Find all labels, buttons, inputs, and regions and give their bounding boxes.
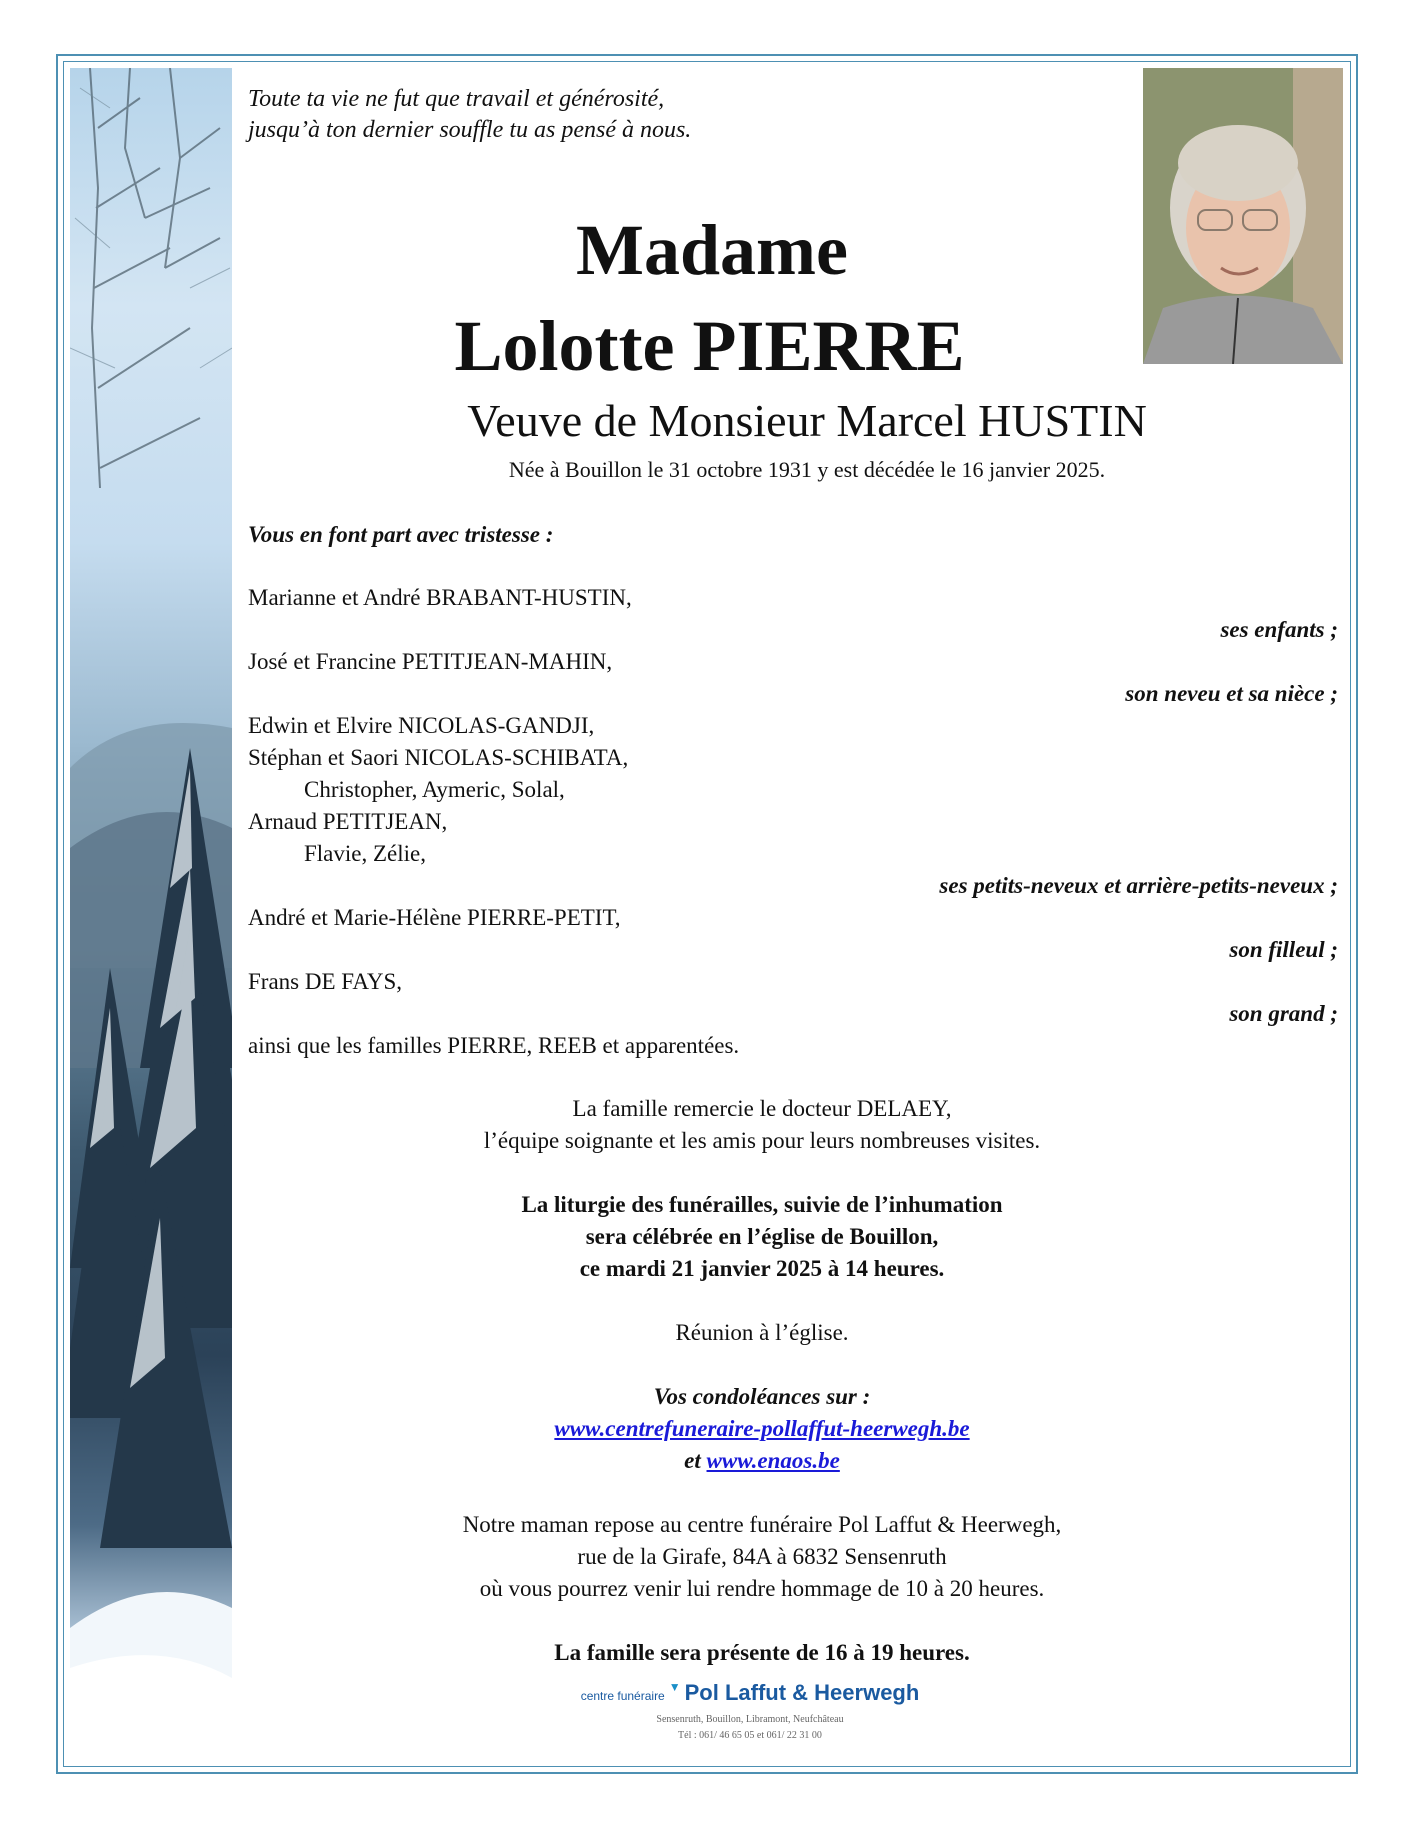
funeral-home-logo	[560, 1680, 940, 1744]
widow-of	[232, 393, 1382, 449]
rest-line: Notre maman repose au centre funéraire Pol Laffut & Heerwegh,	[462, 1512, 1062, 1537]
logo-small-text: centre funéraire	[580, 1689, 665, 1703]
family-line: Flavie, Zélie,	[304, 841, 426, 866]
announcement-intro: Vous en font part avec tristesse :	[248, 522, 554, 547]
family-line: Christopher, Aymeric, Solal,	[304, 777, 565, 802]
logo-title	[560, 1680, 940, 1706]
epitaph-line: Toute ta vie ne fut que travail et générosité,	[248, 86, 665, 112]
family-line: Frans DE FAYS,	[248, 969, 403, 994]
family-line: José et Francine PETITJEAN-MAHIN,	[248, 649, 613, 674]
condolences-label: Vos condoléances sur :	[653, 1384, 871, 1409]
deceased-title: Madame	[576, 210, 848, 290]
relation-label: son grand ;	[1229, 1001, 1338, 1026]
forest-illustration	[70, 68, 232, 1762]
condolences-and: et	[684, 1448, 701, 1473]
family-line: Marianne et André BRABANT-HUSTIN,	[248, 585, 632, 610]
deceased-name: Lolotte PIERRE	[454, 306, 965, 386]
widow-of-text: Veuve de Monsieur Marcel HUSTIN	[467, 395, 1147, 446]
logo-triangle-icon: ▼	[668, 1680, 681, 1694]
condolences-link-2[interactable]: www.enaos.be	[706, 1448, 840, 1473]
rest-info	[232, 1509, 1292, 1605]
relation-label: son filleul ;	[1229, 937, 1338, 962]
logo-big-text: Pol Laffut & Heerwegh	[684, 1680, 920, 1705]
winter-forest-image	[70, 68, 232, 1762]
dates-text: Née à Bouillon le 31 octobre 1931 y est décédée le 16 janvier 2025.	[508, 457, 1106, 482]
condolences	[232, 1381, 1292, 1477]
thanks	[232, 1093, 1292, 1157]
rest-line: où vous pourrez venir lui rendre hommage de 10 à 20 heures.	[479, 1576, 1045, 1601]
birth-death-dates	[232, 455, 1382, 485]
rest-line: rue de la Girafe, 84A à 6832 Sensenruth	[577, 1544, 947, 1569]
family-presence: La famille sera présente de 16 à 19 heures.	[554, 1640, 970, 1665]
relation-label: ses enfants ;	[1220, 617, 1338, 642]
epitaph	[248, 84, 691, 146]
family-line: Arnaud PETITJEAN,	[248, 809, 448, 834]
relation-label: ses petits-neveux et arrière-petits-neveux ;	[939, 873, 1338, 898]
funeral-info	[232, 1189, 1292, 1285]
thanks-line: l’équipe soignante et les amis pour leurs nombreuses visites.	[483, 1128, 1041, 1153]
relation-label: son neveu et sa nièce ;	[1125, 681, 1338, 706]
funeral-line: ce mardi 21 janvier 2025 à 14 heures.	[579, 1256, 945, 1281]
family-line: Stéphan et Saori NICOLAS-SCHIBATA,	[248, 745, 629, 770]
meeting-info: Réunion à l’église.	[675, 1320, 849, 1345]
family-line: Edwin et Elvire NICOLAS-GANDJI,	[248, 713, 595, 738]
thanks-line: La famille remercie le docteur DELAEY,	[572, 1096, 952, 1121]
logo-phone: Tél : 061/ 46 65 05 et 061/ 22 31 00	[678, 1730, 822, 1741]
logo-locations: Sensenruth, Bouillon, Libramont, Neufchâteau	[656, 1714, 844, 1725]
epitaph-line: jusqu’à ton dernier souffle tu as pensé à nous.	[248, 117, 692, 143]
family-line: André et Marie-Hélène PIERRE-PETIT,	[248, 905, 621, 930]
funeral-line: La liturgie des funérailles, suivie de l’inhumation	[521, 1192, 1003, 1217]
families-line: ainsi que les familles PIERRE, REEB et apparentées.	[248, 1033, 740, 1058]
condolences-link-1[interactable]: www.centrefuneraire-pollaffut-heerwegh.be	[554, 1416, 970, 1441]
funeral-line: sera célébrée en l’église de Bouillon,	[585, 1224, 939, 1249]
